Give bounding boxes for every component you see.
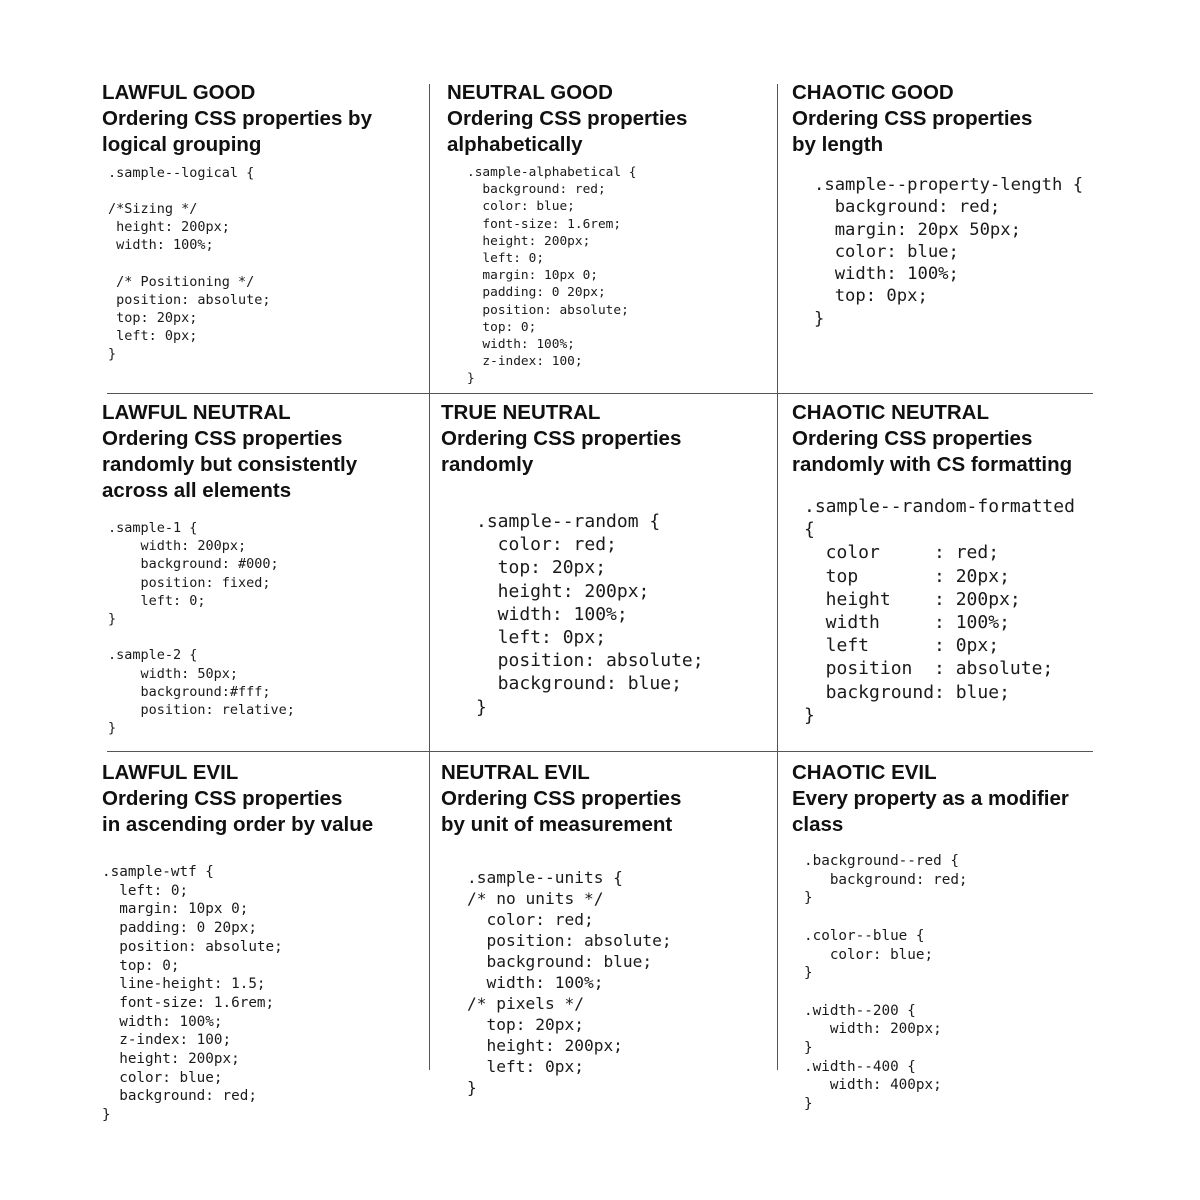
- cell-subtitle: Ordering CSS properties by logical grouping: [102, 107, 372, 156]
- cell-subtitle: Every property as a modifier class: [792, 787, 1069, 836]
- cell-title: LAWFUL EVIL: [102, 761, 239, 784]
- code-sample: .sample--property-length { background: red; margin: 20px 50px; color: blue; width: 100%; top: 0px; }: [814, 175, 1084, 329]
- cell-title: NEUTRAL EVIL: [441, 761, 590, 784]
- cell-subtitle: Ordering CSS properties alphabetically: [447, 107, 688, 156]
- code-sample: .sample--units { /* no units */ color: red; position: absolute; background: blue; width: 100%; /* pixels */ top: 20px; height: 200px; left: 0px; }: [467, 868, 672, 1097]
- cell-subtitle: Ordering CSS properties randomly: [441, 427, 682, 476]
- code-sample: .sample--random { color: red; top: 20px; height: 200px; width: 100%; left: 0px; position: absolute; background: blue; }: [476, 511, 704, 718]
- cell-title: CHAOTIC GOOD: [792, 81, 954, 104]
- grid-divider-vertical-left: [429, 84, 430, 1070]
- cell-subtitle: Ordering CSS properties randomly with CS formatting: [792, 427, 1073, 476]
- cell-subtitle: Ordering CSS properties randomly but consistently across all elements: [102, 427, 358, 502]
- cell-title: NEUTRAL GOOD: [447, 81, 613, 104]
- cell-title: CHAOTIC EVIL: [792, 761, 937, 784]
- grid-divider-horizontal-top: [107, 393, 1093, 394]
- cell-subtitle: Ordering CSS properties by length: [792, 107, 1033, 156]
- grid-divider-horizontal-bottom: [107, 751, 1093, 752]
- cell-title: CHAOTIC NEUTRAL: [792, 401, 990, 424]
- code-sample: .sample-alphabetical { background: red; color: blue; font-size: 1.6rem; height: 200px; left: 0; margin: 10px 0; padding: 0 20px; position: absolute; top: 0; width: 100%; z-index: 100; }: [467, 165, 637, 387]
- cell-subtitle: Ordering CSS properties in ascending order by value: [102, 787, 374, 836]
- cell-title: TRUE NEUTRAL: [441, 401, 601, 424]
- cell-title: LAWFUL NEUTRAL: [102, 401, 291, 424]
- cell-subtitle: Ordering CSS properties by unit of measurement: [441, 787, 682, 836]
- code-sample: .sample-wtf { left: 0; margin: 10px 0; padding: 0 20px; position: absolute; top: 0; line-height: 1.5; font-size: 1.6rem; width: 100%; z-index: 100; height: 200px; color: blue; background: red; }: [102, 864, 283, 1124]
- code-sample: .sample-1 { width: 200px; background: #000; position: fixed; left: 0; } .sample-2 { width: 50px; background:#fff; position: relative; }: [108, 520, 295, 737]
- code-sample: .background--red { background: red; } .color--blue { color: blue; } .width--200 { width: 200px; } .width--400 { width: 400px; }: [804, 853, 968, 1113]
- grid-divider-vertical-right: [777, 84, 778, 1070]
- code-sample: .sample--logical { /*Sizing */ height: 200px; width: 100%; /* Positioning */ position: absolute; top: 20px; left: 0px; }: [108, 165, 271, 362]
- code-sample: .sample--random-formatted { color : red; top : 20px; height : 200px; width : 100%; left : 0px; position : absolute; background: blue; }: [804, 496, 1075, 726]
- cell-title: LAWFUL GOOD: [102, 81, 256, 104]
